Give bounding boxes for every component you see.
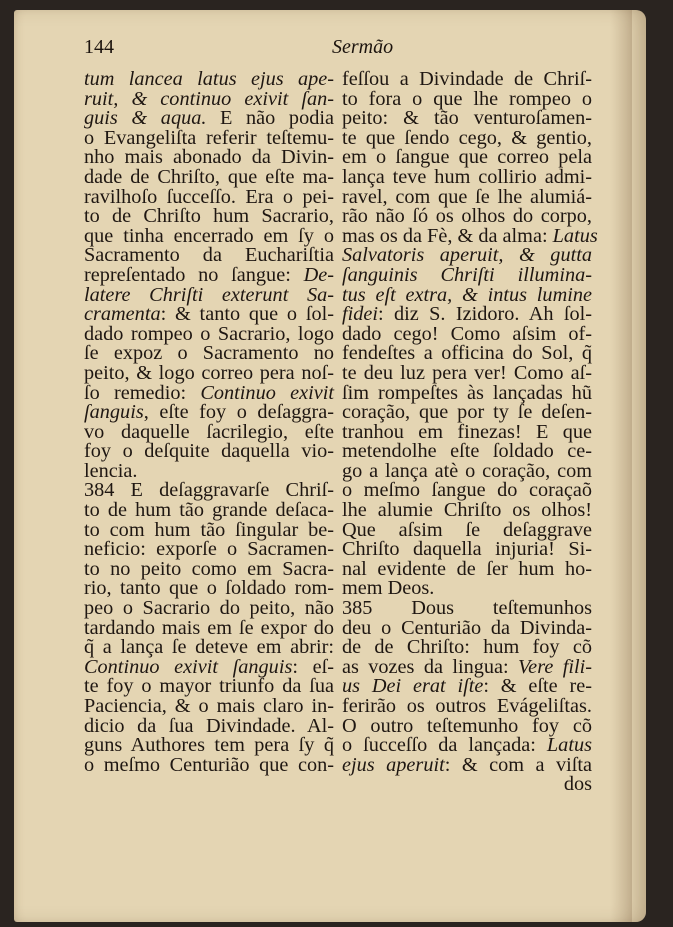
text-segment: to fora o que lhe rompeo o — [342, 87, 592, 110]
text-segment: tardando mais em ſe expor do — [84, 616, 334, 639]
text-segment: : eſ- — [292, 655, 334, 678]
text-segment: dado cego! Como aſsim of- — [342, 322, 592, 345]
text-segment: nal evidente de ſer hum ho- — [342, 557, 592, 580]
text-segment: tranhou em finezas! E que — [342, 420, 592, 443]
text-segment: O outro teſtemunho foy cõ — [342, 714, 592, 737]
text-segment: o meſmo ſangue do coraçaõ — [342, 479, 592, 502]
text-column-left — [84, 70, 334, 775]
text-segment: to de hum tão grande deſaca- — [84, 499, 334, 522]
text-segment: : & com a viſta — [444, 753, 592, 776]
italic-latin-quote: ruit, & continuo exivit ſan- — [84, 87, 334, 110]
text-segment: ſo remedio: — [84, 381, 201, 404]
text-segment: Chriſto daquella injuria! Si- — [342, 538, 592, 561]
text-segment: o ſucceſſo da lançada: — [342, 734, 547, 757]
text-segment: dicio da ſua Divindade. Al- — [84, 714, 334, 737]
text-segment: as vozes da lingua: — [342, 655, 519, 678]
text-segment: Sacramento da Euchariſtia — [84, 244, 334, 267]
text-line — [84, 753, 334, 776]
text-segment: rão não ſó os olhos do corpo, — [342, 205, 592, 228]
text-segment: to com hum tão ſingular be- — [84, 518, 334, 541]
text-segment: 385 Dous teſtemunhos — [342, 597, 592, 620]
italic-latin-quote: Vere fili- — [518, 655, 592, 678]
text-segment: foy o deſquite daquella vio- — [84, 440, 334, 463]
text-segment: vo daquelle ſacrilegio, eſte — [84, 420, 334, 443]
text-segment: te que ſendo cego, & gentio, — [342, 126, 592, 149]
text-segment: o meſmo Centurião que con- — [84, 753, 334, 776]
italic-latin-quote: Continuo exivit — [200, 381, 334, 404]
text-segment: neficio: exporſe o Sacramen- — [84, 538, 334, 561]
text-segment: deu o Centurião da Divinda- — [342, 616, 592, 639]
page-header — [84, 36, 604, 66]
text-segment: dado rompeo o Sacrario, logo — [84, 322, 334, 345]
text-segment: o Evangeliſta referir teſtemu- — [84, 126, 334, 149]
text-segment: lança teve hum collirio admi- — [342, 165, 592, 188]
text-segment: E não podia — [206, 107, 334, 130]
text-segment: : & tanto que o ſol- — [160, 303, 334, 326]
text-segment: dos — [563, 773, 592, 796]
text-segment: : & eſte re- — [483, 675, 593, 698]
italic-latin-quote: ſanguis — [84, 401, 144, 424]
text-segment: dade de Chriſto, que eſte ma- — [84, 165, 334, 188]
text-segment: ſim rompeſtes às lançadas hũ — [342, 381, 592, 404]
text-segment: peito: & tão venturoſamen- — [342, 107, 592, 130]
italic-latin-quote: Latus — [552, 224, 598, 247]
text-segment: mem Deos. — [342, 577, 435, 600]
text-segment: coração, que por ty ſe deſen- — [342, 401, 592, 424]
text-segment: : diz S. Izidoro. Ah ſol- — [378, 303, 592, 326]
text-segment: go a lança atè o coração, com — [342, 459, 592, 482]
italic-latin-quote: ſanguinis Chriſti illumina- — [342, 263, 592, 286]
text-segment: ravel, com que ſe lhe alumiá- — [342, 185, 592, 208]
italic-latin-quote: guis & aqua. — [84, 107, 207, 130]
text-segment: que tinha encerrado em ſy o — [84, 224, 334, 247]
text-segment: fendeſtes a officina do Sol, q̃ — [342, 342, 592, 365]
text-segment: guns Authores tem pera ſy q̃ — [84, 734, 334, 757]
text-segment: to no peito como em Sacra- — [84, 557, 334, 580]
text-segment: to de Chriſto hum Sacrario, — [84, 205, 334, 228]
italic-latin-quote: fidei — [342, 303, 379, 326]
text-column-right — [342, 68, 598, 796]
text-segment: Que aſsim ſe deſaggrave — [342, 518, 592, 541]
text-segment: q̃ a lança ſe deteve em abrir: — [84, 636, 334, 659]
italic-latin-quote: cramenta — [84, 303, 161, 326]
text-segment: ſe expoz o Sacramento no — [84, 342, 334, 365]
page-gutter-shadow — [610, 10, 632, 922]
text-segment: de de Chriſto: hum foy cõ — [342, 636, 592, 659]
text-segment: peito, & logo correo pera noſ- — [84, 361, 334, 384]
text-segment: ravilhoſo ſucceſſo. Era o pei- — [84, 185, 334, 208]
text-line — [342, 775, 592, 795]
italic-latin-quote: ejus aperuit — [342, 753, 445, 776]
text-segment: Paciencia, & o mais claro in- — [84, 695, 334, 717]
text-segment: mas os da Fè, & da alma: — [342, 224, 553, 247]
text-segment: metendolhe eſte ſoldado ce- — [342, 440, 592, 463]
italic-latin-quote: tum lancea latus ejus ape- — [84, 68, 334, 90]
text-segment: ferirão os outros Evágeliſtas. — [342, 695, 592, 717]
text-segment: lencia. — [84, 459, 138, 482]
text-segment: 384 E deſaggravarſe Chriſ- — [84, 479, 334, 502]
running-head: Sermão — [332, 36, 394, 58]
italic-latin-quote: tus eſt extra, & intus lumine — [342, 283, 592, 306]
text-segment: rio, tanto que o ſoldado rom- — [84, 577, 334, 600]
text-segment: feſſou a Divindade de Chriſ- — [342, 68, 592, 90]
text-segment: lhe alumie Chriſto os olhos! — [342, 499, 592, 522]
italic-latin-quote: Salvatoris aperuit, & gutta — [342, 244, 592, 267]
text-segment: peo o Sacrario do peito, não — [84, 597, 334, 620]
text-segment: te foy o mayor triunfo da ſua — [84, 675, 334, 698]
text-segment: , eſte foy o deſaggra- — [143, 401, 334, 424]
book-page — [14, 10, 646, 922]
text-segment: nho mais abonado da Divin- — [84, 146, 334, 169]
text-segment: te deu luz pera ver! Como aſ- — [342, 361, 592, 384]
italic-latin-quote: Latus — [546, 734, 592, 757]
text-segment: em o ſangue que correo pela — [342, 146, 592, 169]
italic-latin-quote: Continuo exivit ſanguis — [84, 655, 293, 678]
text-segment: repreſentado no ſangue: — [84, 263, 304, 286]
page-number: 144 — [84, 36, 114, 58]
italic-latin-quote: De- — [303, 263, 334, 286]
italic-latin-quote: latere Chriſti exterunt Sa- — [84, 283, 334, 306]
italic-latin-quote: us Dei erat iſte — [342, 675, 484, 698]
text-line — [342, 753, 592, 776]
